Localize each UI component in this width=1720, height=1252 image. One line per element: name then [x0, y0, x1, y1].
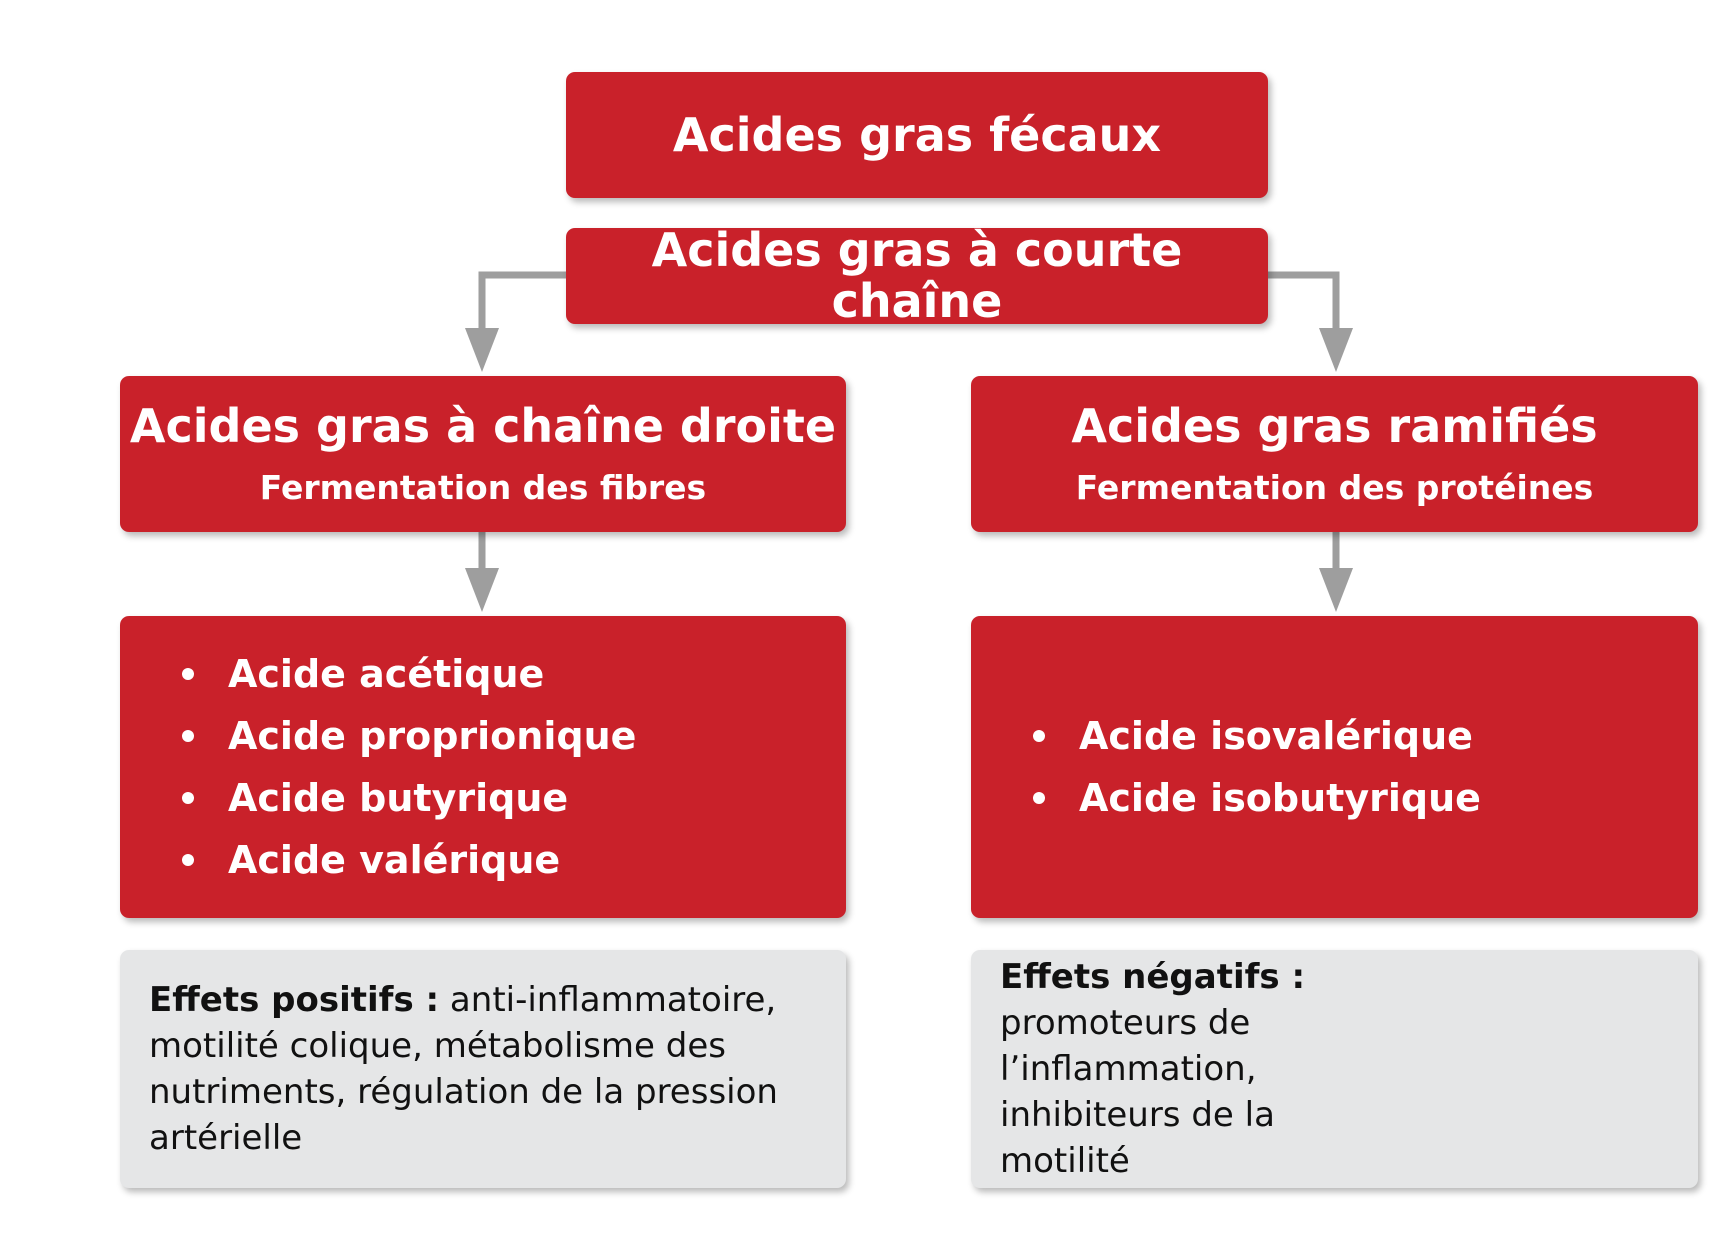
bullet-icon [182, 730, 194, 742]
box-chaine-droite [120, 376, 846, 532]
arrow-mid-to-left [482, 275, 566, 332]
box-subtitle: Fermentation des protéines [1075, 467, 1594, 507]
arrow-mid-to-right [1268, 275, 1336, 332]
box-title: Acides gras à courte chaîne [651, 223, 1183, 328]
box-title: Acides gras fécaux [672, 107, 1162, 162]
bullet-icon [182, 792, 194, 804]
acid-list [174, 643, 636, 891]
list-item: Acide butyrique [174, 767, 636, 829]
effect-text [149, 977, 812, 1161]
arrowhead-left [465, 328, 499, 372]
list-item: Acide acétique [174, 643, 636, 705]
arrowhead-right-list [1319, 568, 1353, 612]
box-effets-positifs [120, 950, 846, 1188]
list-item: Acide isovalérique [1025, 705, 1481, 767]
list-item: Acide proprionique [174, 705, 636, 767]
bullet-icon [182, 854, 194, 866]
box-list-chaine-droite [120, 616, 846, 918]
arrowhead-left-list [465, 568, 499, 612]
list-item: Acide valérique [174, 829, 636, 891]
effect-lead: Effets négatifs : [1000, 957, 1306, 997]
box-acides-gras-fecaux [566, 72, 1268, 198]
box-effets-negatifs [971, 950, 1698, 1188]
effect-text [1000, 954, 1398, 1184]
arrowhead-right [1319, 328, 1353, 372]
box-subtitle: Fermentation des fibres [259, 467, 707, 507]
list-item: Acide isobutyrique [1025, 767, 1481, 829]
effect-lead: Effets positifs : [149, 980, 440, 1020]
bullet-icon [182, 668, 194, 680]
box-list-ramifies [971, 616, 1698, 918]
effect-body: anti-inflammatoire, motilité colique, métabolisme des nutriments, régulation de la pression artérielle [149, 980, 778, 1158]
box-courte-chaine [566, 223, 1268, 328]
acid-list [1025, 705, 1481, 829]
bullet-icon [1033, 730, 1045, 742]
box-title: Acides gras ramifiés [1071, 399, 1598, 454]
effect-body: promoteurs de l’inflammation, inhibiteurs de la motilité [1000, 1003, 1275, 1181]
box-ramifies [971, 376, 1698, 532]
box-title: Acides gras à chaîne droite [129, 399, 837, 454]
bullet-icon [1033, 792, 1045, 804]
